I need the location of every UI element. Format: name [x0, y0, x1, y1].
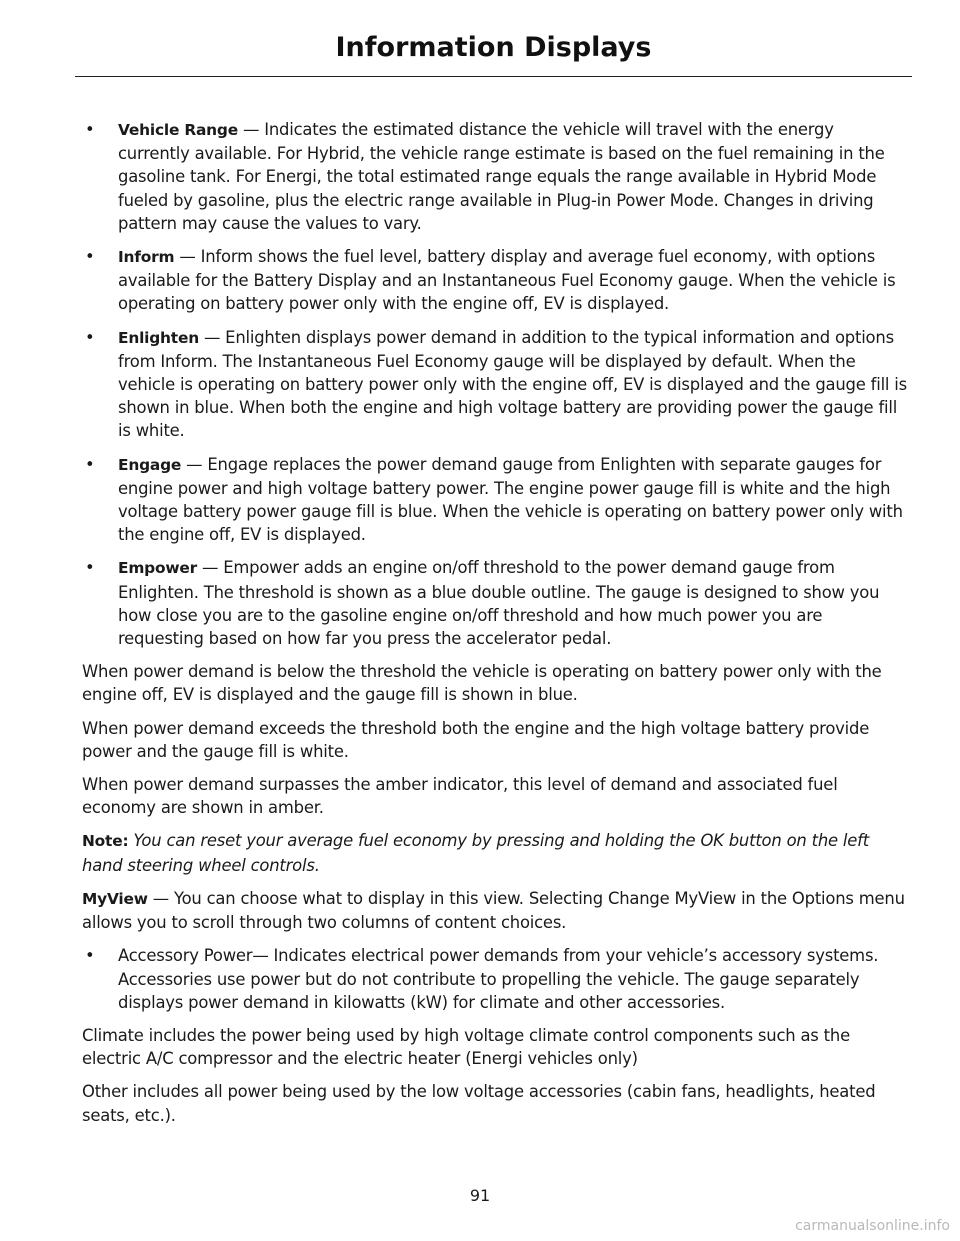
- term-engage: Engage: [118, 455, 182, 474]
- page-number: 91: [469, 1186, 491, 1205]
- bullet-icon: •: [85, 946, 95, 966]
- note-label: Note:: [82, 832, 129, 851]
- description-enlighten: — Enlighten displays power demand in addition to the typical information and options from Inform. The Instantaneous Fuel Economy gauge will be displayed by default. When the vehicle is operating on battery power only with the engine off, EV is displayed and the gauge fill is shown in blue. When both the engine and high voltage battery are providing power the gauge fill is white.: [118, 327, 907, 441]
- bullet-icon: •: [85, 327, 95, 347]
- myview-paragraph: [82, 887, 910, 934]
- paragraph-other: Other includes all power being used by the low voltage accessories (cabin fans, headlights, heated seats, etc.).: [82, 1082, 876, 1125]
- list-item-inform: [82, 245, 910, 316]
- bullet-icon: •: [85, 558, 95, 578]
- description-empower: — Empower adds an engine on/off threshold to the power demand gauge from Enlighten. The threshold is shown as a blue double outline. The gauge is designed to show you how close you are to the gasoline engine on/off threshold and how much power you are requesting based on how far you press the accelerator pedal.: [118, 558, 880, 649]
- description-vehicle-range: — Indicates the estimated distance the vehicle will travel with the energy currently available. For Hybrid, the vehicle range estimate is based on the fuel remaining in the gasoline tank. For Energi, the total estimated range equals the range available in Hybrid Mode fueled by gasoline, plus the electric range available in Plug-in Power Mode. Changes in driving pattern may cause the values to vary.: [118, 120, 885, 233]
- note-text: You can reset your average fuel economy by pressing and holding the OK button on the left hand steering wheel controls.: [82, 831, 869, 875]
- list-item-vehicle-range: [82, 118, 910, 235]
- paragraph-below-threshold: When power demand is below the threshold the vehicle is operating on battery power only with the engine off, EV is displayed and the gauge fill is shown in blue.: [82, 662, 882, 705]
- term-vehicle-range: Vehicle Range: [118, 121, 238, 139]
- list-item-engage: [82, 453, 910, 547]
- page-title: Information Displays: [335, 32, 652, 63]
- list-item-accessory-power: [82, 944, 910, 1014]
- paragraph-amber-indicator: When power demand surpasses the amber indicator, this level of demand and associated fuel economy are shown in amber.: [82, 775, 838, 818]
- description-engage: — Engage replaces the power demand gauge from Enlighten with separate gauges for engine power and high voltage battery power. The engine power gauge fill is white and the high voltage battery power gauge fill is blue. When the vehicle is operating on battery power only with the engine off, EV is displayed.: [118, 454, 903, 545]
- description-accessory-power: Accessory Power— Indicates electrical power demands from your vehicle’s accessory systems. Accessories use power but do not contribute to propelling the vehicle. The gauge separately displays power demand in kilowatts (kW) for climate and other accessories.: [118, 946, 879, 1012]
- bullet-icon: •: [85, 247, 95, 267]
- description-myview: — You can choose what to display in this view. Selecting Change MyView in the Options menu allows you to scroll through two columns of content choices.: [82, 888, 905, 933]
- description-inform: — Inform shows the fuel level, battery display and average fuel economy, with options available for the Battery Display and an Instantaneous Fuel Economy gauge. When the vehicle is operating on battery power only with the engine off, EV is displayed.: [118, 247, 896, 314]
- list-item-empower: [82, 556, 910, 650]
- watermark: carmanualsonline.info: [795, 1218, 950, 1234]
- term-enlighten: Enlighten: [118, 328, 199, 347]
- list-item-enlighten: [82, 326, 910, 443]
- note: [82, 829, 910, 876]
- paragraph-climate: Climate includes the power being used by high voltage climate control components such as the electric A/C compressor and the electric heater (Energi vehicles only): [82, 1025, 850, 1069]
- term-empower: Empower: [118, 559, 197, 578]
- bullet-icon: •: [85, 454, 95, 474]
- term-inform: Inform: [118, 248, 175, 267]
- page-header: [75, 28, 912, 77]
- term-myview: MyView: [82, 889, 148, 908]
- main-content: [82, 118, 910, 1137]
- bullet-icon: •: [85, 120, 95, 139]
- paragraph-exceeds-threshold: When power demand exceeds the threshold both the engine and the high voltage battery provide power and the gauge fill is white.: [82, 718, 870, 761]
